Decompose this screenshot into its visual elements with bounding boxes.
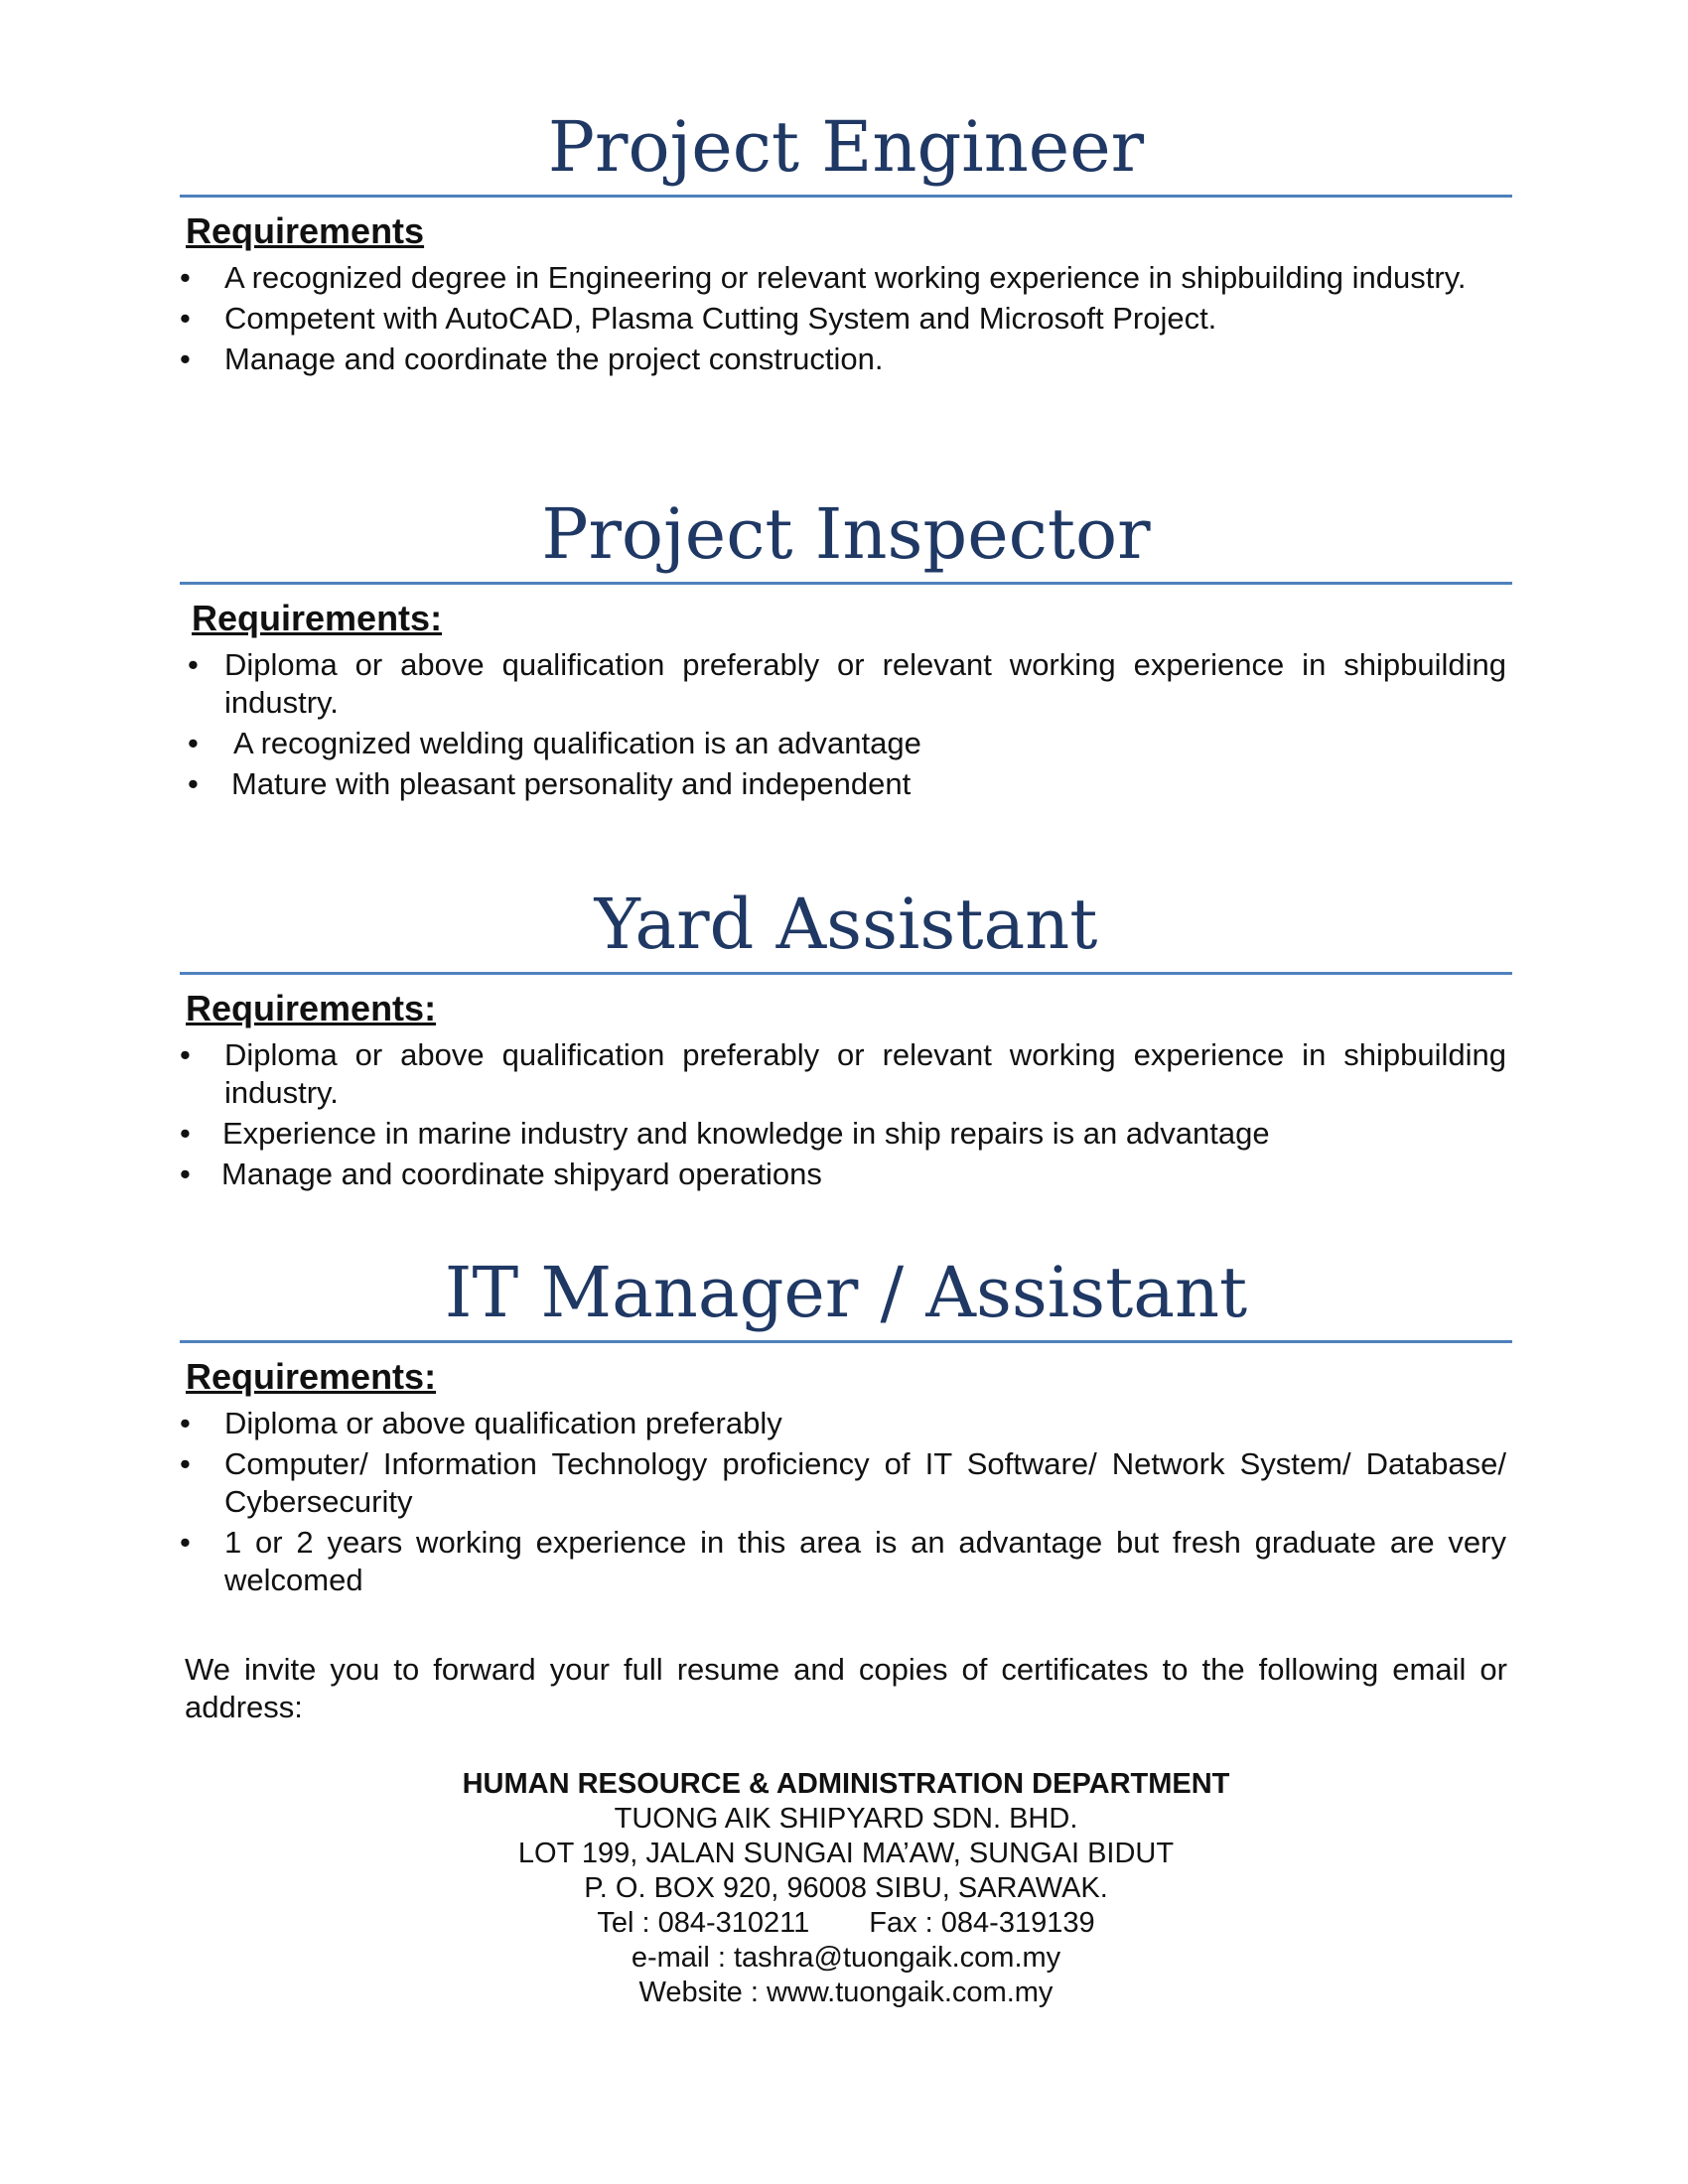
requirement-text: 1 or 2 years working experience in this area is an advantage but fresh graduate are very welcomed [224, 1525, 1506, 1597]
list-item [180, 1115, 1512, 1153]
bullet-icon: • [180, 341, 191, 376]
requirement-text: A recognized degree in Engineering or relevant working experience in shipbuilding industry. [224, 260, 1467, 295]
email-line: e-mail : tashra@tuongaik.com.my [631, 1942, 1061, 1974]
address-line: LOT 199, JALAN SUNGAI MA’AW, SUNGAI BIDUT [517, 1838, 1175, 1869]
bullet-icon: • [188, 766, 199, 801]
bullet-icon: • [180, 260, 191, 295]
list-item [180, 259, 1512, 297]
title-divider [180, 1340, 1512, 1343]
requirements-list [180, 646, 1512, 803]
requirement-text: Diploma or above qualification preferably or relevant working experience in shipbuilding industry. [224, 647, 1506, 720]
address-line: P. O. BOX 920, 96008 SIBU, SARAWAK. [584, 1872, 1108, 1904]
bullet-icon: • [180, 1406, 191, 1440]
department-name: HUMAN RESOURCE & ADMINISTRATION DEPARTMENT [462, 1768, 1230, 1800]
list-item [180, 646, 1512, 722]
requirements-heading: Requirements [186, 210, 425, 251]
requirement-text: A recognized welding qualification is an advantage [233, 726, 921, 760]
requirements-list [180, 1405, 1512, 1599]
fax: Fax : 084-319139 [869, 1907, 1095, 1939]
requirement-text: Mature with pleasant personality and independent [231, 766, 912, 801]
list-item [180, 1445, 1512, 1521]
requirement-text: Computer/ Information Technology proficiency of IT Software/ Network System/ Database/ Cybersecurity [224, 1446, 1506, 1519]
list-item [180, 725, 1512, 762]
application-instructions: We invite you to forward your full resume and copies of certificates to the following email or address: [185, 1652, 1507, 1724]
job-title: Project Inspector [541, 493, 1151, 575]
list-item [180, 1405, 1512, 1442]
bullet-icon: • [180, 301, 191, 336]
requirements-heading: Requirements: [192, 598, 443, 638]
job-section-project-inspector [180, 494, 1512, 806]
requirement-text: Diploma or above qualification preferably [224, 1406, 782, 1440]
contact-address-block [180, 1767, 1512, 2010]
requirement-text: Experience in marine industry and knowledge in ship repairs is an advantage [222, 1116, 1270, 1151]
requirement-text: Diploma or above qualification preferably or relevant working experience in shipbuilding industry. [224, 1037, 1506, 1110]
website-line: Website : www.tuongaik.com.my [638, 1977, 1054, 2008]
job-title: Yard Assistant [594, 884, 1098, 965]
title-divider [180, 195, 1512, 198]
list-item [180, 300, 1512, 338]
phone-fax-line [180, 1906, 1512, 1941]
job-title: Project Engineer [547, 106, 1145, 188]
job-section-it-manager [180, 1253, 1512, 1602]
telephone: Tel : 084-310211 [597, 1907, 810, 1939]
requirement-text: Manage and coordinate shipyard operations [221, 1157, 822, 1191]
requirements-heading: Requirements: [186, 988, 437, 1028]
list-item [180, 1524, 1512, 1599]
job-section-project-engineer [180, 107, 1512, 381]
requirement-text: Competent with AutoCAD, Plasma Cutting System and Microsoft Project. [224, 301, 1217, 336]
bullet-icon: • [180, 1037, 191, 1072]
title-divider [180, 972, 1512, 975]
requirement-text: Manage and coordinate the project construction. [224, 341, 884, 376]
list-item [180, 341, 1512, 378]
job-section-yard-assistant [180, 885, 1512, 1196]
bullet-icon: • [180, 1157, 191, 1191]
list-item [180, 1036, 1512, 1112]
bullet-icon: • [188, 647, 199, 682]
bullet-icon: • [180, 1446, 191, 1481]
company-name: TUONG AIK SHIPYARD SDN. BHD. [614, 1803, 1078, 1835]
bullet-icon: • [180, 1525, 191, 1560]
bullet-icon: • [180, 1116, 191, 1151]
title-divider [180, 582, 1512, 585]
requirements-list [180, 1036, 1512, 1193]
requirements-list [180, 259, 1512, 378]
requirements-heading: Requirements: [186, 1356, 437, 1397]
list-item [180, 765, 1512, 803]
list-item [180, 1156, 1512, 1193]
job-title: IT Manager / Assistant [444, 1252, 1248, 1333]
bullet-icon: • [188, 726, 199, 760]
